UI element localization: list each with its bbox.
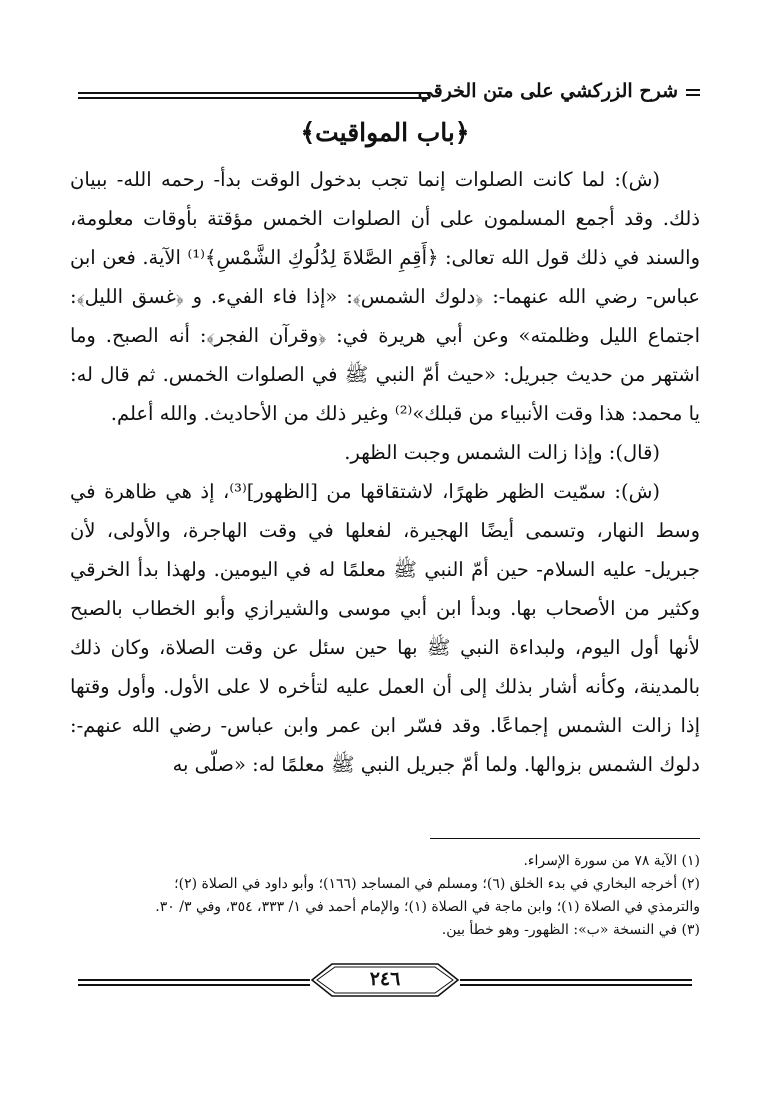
page-number: ٢٤٦ [369, 968, 401, 990]
footnote: (٣) في النسخة «ب»: الظهور- وهو خطأ بين. [441, 922, 700, 938]
footnote: (٢) أخرجه البخاري في بدء الخلق (٦)؛ ومسلم في المساجد (١٦٦)؛ وأبو داود في الصلاة (٢)؛ [174, 876, 700, 892]
footnote: والترمذي في الصلاة (١)؛ وابن ماجة في الصلاة (١)؛ والإمام أحمد في ١/ ٣٣٣، ٣٥٤، وفي ٣/ ٣٠. [155, 899, 700, 915]
main-text [70, 160, 700, 784]
footnotes [70, 850, 700, 942]
header-rule [78, 92, 430, 99]
footnote-separator [430, 838, 700, 839]
page-number-badge [310, 962, 460, 998]
page-footer [70, 960, 700, 1000]
chapter-title: ﴿باب المواقيت﴾ [300, 118, 470, 147]
paragraph: (ش): سمّيت الظهر ظهرًا، لاشتقاقها من [الظهور]⁽³⁾، إذ هي ظاهرة في وسط النهار، وتسمى أيضًا الهجيرة، لفعلها في وقت الهاجرة، والأولى، لأن جبريل- عليه السلام- حين أمّ النبي ﷺ معلمًا له في اليومين. ولهذا بدأ الخرقي وكثير من الأصحاب بها. وبدأ ابن أبي موسى والشيرازي وأبو الخطاب بالصبح لأنها أول اليوم، ولبداءة النبي ﷺ بها حين سئل عن وقت الصلاة، وكان ذلك بالمدينة، وكأنه أشار بذلك إلى أن العمل عليه لتأخره لا على الأول. وأول وقتها إذا زالت الشمس إجماعًا. وقد فسّر ابن عمر وابن عباس- رضي الله عنهم-: دلوك الشمس بزوالها. ولما أمّ جبريل النبي ﷺ معلمًا له: «صلّى به [70, 480, 700, 776]
book-page [70, 60, 700, 1060]
header-ornament [686, 89, 700, 96]
running-header [70, 74, 700, 114]
paragraph: (ش): لما كانت الصلوات إنما تجب بدخول الوقت بدأ- رحمه الله- ببيان ذلك. وقد أجمع المسلمون على أن الصلوات الخمس مؤقتة بأوقات معلومة، والسند في ذلك قول الله تعالى: ﴿أَقِمِ الصَّلاةَ لِدُلُوكِ الشَّمْسِ﴾⁽¹⁾ الآية. فعن ابن عباس- رضي الله عنهما-: ﴿دلوك الشمس﴾: «إذا فاء الفيء. و ﴿غسق الليل﴾: اجتماع الليل وظلمته» وعن أبي هريرة في: ﴿وقرآن الفجر﴾: أنه الصبح. وما اشتهر من حديث جبريل: «حيث أمّ النبي ﷺ في الصلوات الخمس. ثم قال له: يا محمد: هذا وقت الأنبياء من قبلك»⁽²⁾ وغير ذلك من الأحاديث. والله أعلم. [70, 168, 701, 425]
running-title-text: شرح الزركشي على متن الخرقي [417, 80, 678, 102]
footnote: (١) الآية ٧٨ من سورة الإسراء. [523, 853, 700, 869]
paragraph: (قال): وإذا زالت الشمس وجبت الظهر. [344, 441, 660, 464]
running-title [418, 80, 700, 102]
